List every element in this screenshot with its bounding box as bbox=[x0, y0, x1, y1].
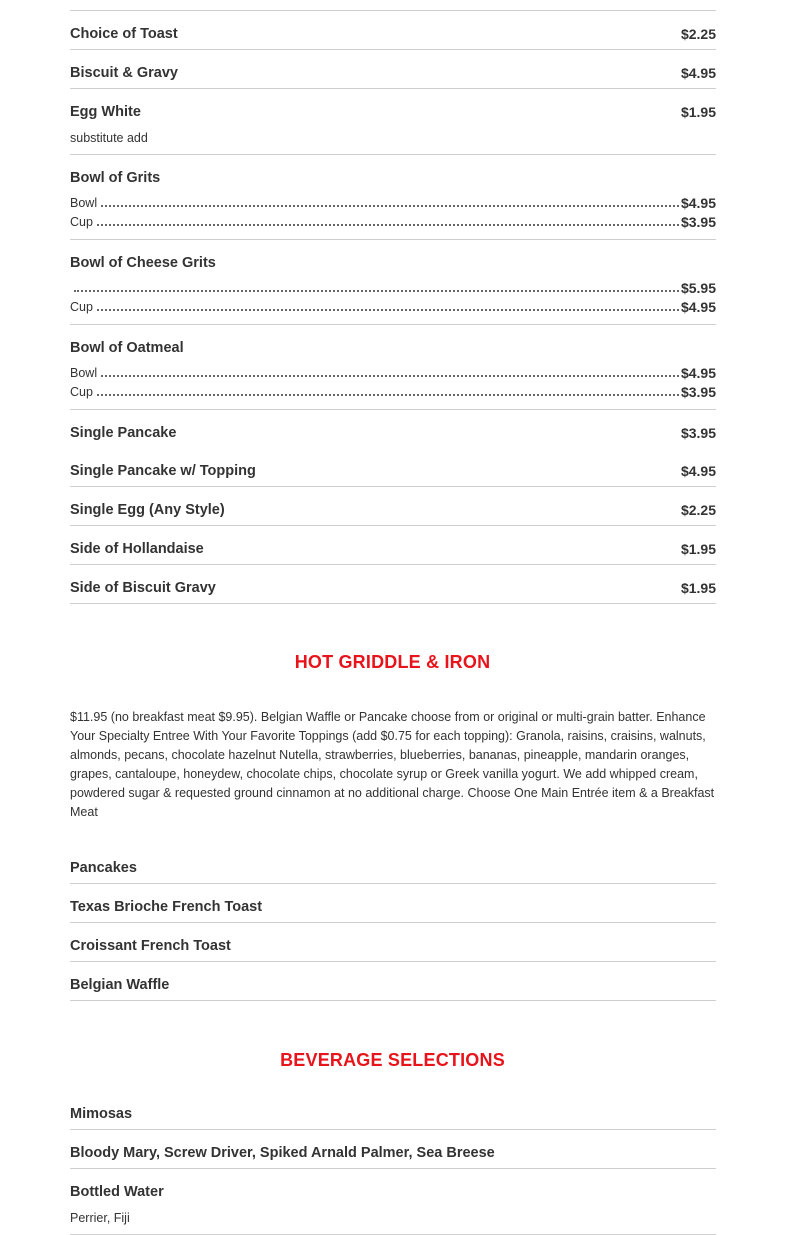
section-heading-hot-griddle: HOT GRIDDLE & IRON bbox=[294, 652, 491, 672]
item-name: Side of Biscuit Gravy bbox=[70, 580, 216, 596]
menu-item-egg-white bbox=[70, 89, 716, 155]
variant-label: Bowl bbox=[70, 366, 98, 380]
item-name: Bottled Water bbox=[70, 1184, 164, 1200]
dot-leader bbox=[101, 375, 679, 377]
dot-leader bbox=[97, 394, 679, 396]
menu-item-bottled-water bbox=[70, 1169, 716, 1235]
item-price: $4.95 bbox=[680, 65, 716, 81]
item-name: Croissant French Toast bbox=[70, 938, 231, 954]
item-price: $2.25 bbox=[680, 502, 716, 518]
variant-label: Bowl bbox=[70, 196, 98, 210]
item-name: Belgian Waffle bbox=[70, 977, 170, 993]
menu-item-texas-brioche-french-toast bbox=[70, 884, 716, 923]
menu-item-single-pancake bbox=[70, 410, 716, 448]
hot-griddle-items bbox=[70, 845, 716, 1001]
item-price: $4.95 bbox=[680, 463, 716, 479]
variant-row bbox=[70, 382, 716, 400]
menu-item-single-egg bbox=[70, 487, 716, 526]
dot-leader bbox=[74, 290, 679, 292]
section-heading-beverages: BEVERAGE SELECTIONS bbox=[280, 1050, 505, 1070]
item-name: Single Pancake w/ Topping bbox=[70, 463, 256, 479]
item-name: Egg White bbox=[70, 104, 141, 120]
item-name: Pancakes bbox=[70, 860, 137, 876]
dot-leader bbox=[97, 224, 679, 226]
variant-price: $4.95 bbox=[680, 195, 716, 211]
menu-item-belgian-waffle bbox=[70, 962, 716, 1001]
breakfast-sides-list bbox=[70, 0, 716, 604]
menu-item-bowl-of-oatmeal bbox=[70, 325, 716, 410]
variant-label: Cup bbox=[70, 385, 93, 399]
variant-price: $4.95 bbox=[680, 299, 716, 315]
menu-item-side-of-biscuit-gravy bbox=[70, 565, 716, 604]
variant-row bbox=[70, 297, 716, 315]
menu-item-side-of-hollandaise bbox=[70, 526, 716, 565]
menu-item-bowl-of-cheese-grits bbox=[70, 240, 716, 325]
item-name: Biscuit & Gravy bbox=[70, 65, 178, 81]
variant-row bbox=[70, 363, 716, 381]
menu-item-single-pancake-topping bbox=[70, 448, 716, 487]
item-name: Texas Brioche French Toast bbox=[70, 899, 263, 915]
item-price: $1.95 bbox=[680, 104, 716, 120]
variant-row bbox=[70, 193, 716, 211]
item-note: substitute add bbox=[70, 131, 148, 145]
item-name: Bowl of Grits bbox=[70, 170, 161, 186]
item-note: Perrier, Fiji bbox=[70, 1211, 130, 1225]
item-price: $1.95 bbox=[680, 580, 716, 596]
beverage-items bbox=[70, 1091, 716, 1235]
menu-item-bowl-of-grits bbox=[70, 155, 716, 240]
section-description: $11.95 (no breakfast meat $9.95). Belgian Waffle or Pancake choose from or original or multi-grain batter. Enhance Your Specialty Entree With Your Favorite Toppings (add $0.75 for each topping): Granola, raisins, craisins, walnuts, almonds, pecans, chocolate hazelnut Nutella, strawberries, blueberries, bananas, pineapple, mandarin oranges, grapes, cantaloupe, honeydew, chocolate chips, chocolate syrup or Greek vanilla yogurt. We add whipped cream, powdered sugar & requested ground cinnamon at no additional charge. Choose One Main Entrée item & a Breakfast Meat bbox=[70, 710, 715, 819]
menu-item-cocktails bbox=[70, 1130, 716, 1169]
item-name: Bowl of Cheese Grits bbox=[70, 255, 216, 271]
menu-item-biscuit-gravy bbox=[70, 50, 716, 89]
variant-price: $5.95 bbox=[680, 280, 716, 296]
variant-label: Cup bbox=[70, 215, 93, 229]
variant-label: Cup bbox=[70, 300, 93, 314]
item-price: $2.25 bbox=[680, 26, 716, 42]
menu-item-croissant-french-toast bbox=[70, 923, 716, 962]
dot-leader bbox=[101, 205, 679, 207]
item-name: Bloody Mary, Screw Driver, Spiked Arnald Palmer, Sea Breese bbox=[70, 1145, 495, 1161]
menu-item-pancakes bbox=[70, 845, 716, 884]
item-name: Bowl of Oatmeal bbox=[70, 340, 184, 356]
item-name: Single Egg (Any Style) bbox=[70, 502, 225, 518]
variant-price: $4.95 bbox=[680, 365, 716, 381]
item-price: $3.95 bbox=[680, 425, 716, 441]
variant-row bbox=[70, 212, 716, 230]
item-price: $1.95 bbox=[680, 541, 716, 557]
item-name: Side of Hollandaise bbox=[70, 541, 204, 557]
item-name: Mimosas bbox=[70, 1106, 133, 1122]
menu-item-mimosas bbox=[70, 1091, 716, 1130]
variant-row bbox=[70, 278, 716, 296]
item-name: Choice of Toast bbox=[70, 26, 178, 42]
dot-leader bbox=[97, 309, 679, 311]
variant-price: $3.95 bbox=[680, 214, 716, 230]
variant-price: $3.95 bbox=[680, 384, 716, 400]
menu-item-choice-of-toast bbox=[70, 11, 716, 50]
item-name: Single Pancake bbox=[70, 425, 177, 441]
